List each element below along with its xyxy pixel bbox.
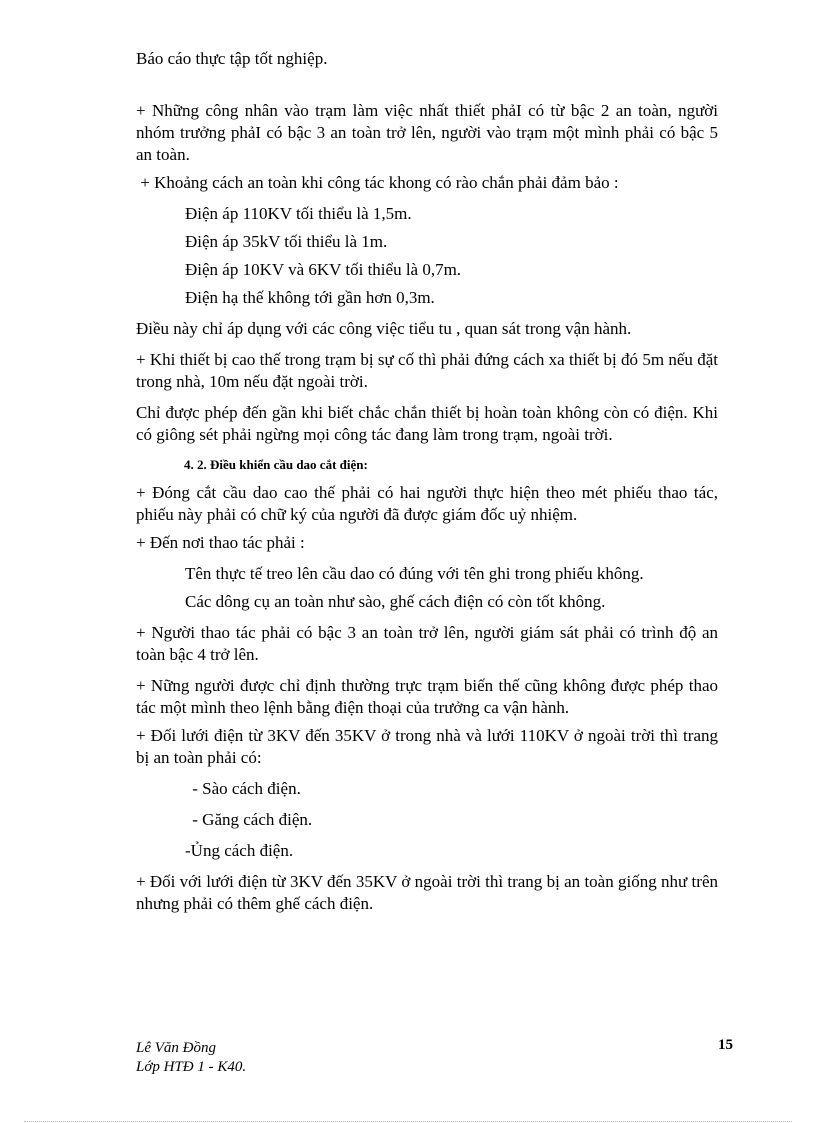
page-bottom-divider (24, 1121, 792, 1122)
paragraph-phone-order: + Nững người được chỉ định thường trực trạm biến thế cũng không được phép thao tác một mình theo lệnh bằng điện thoại của trưởng ca vận hành. (136, 676, 718, 717)
document-body (136, 100, 718, 915)
list-item-insulated-boots: -Ủng cách điện. (185, 841, 294, 860)
footer-author: Lê Văn Đồng (136, 1040, 216, 1056)
list-item-check-tools: Các dông cụ an toàn như sào, ghế cách điện có còn tốt không. (185, 592, 606, 611)
paragraph-at-operation-site: + Đến nơi thao tác phải : (136, 533, 305, 552)
list-item-distance-35kv: Điện áp 35kV tối thiểu là 1m. (185, 232, 388, 251)
list-item-insulated-pole: - Sào cách điện. (188, 779, 301, 798)
list-item-check-name: Tên thực tế treo lên cầu dao có đúng với tên ghi trong phiếu không. (185, 564, 644, 583)
paragraph-applies-to: Điều này chỉ áp dụng với các công việc tiểu tu , quan sát trong vận hành. (136, 319, 632, 338)
paragraph-outdoor-equipment: + Đối với lưới điện từ 3KV đến 35KV ở ngoài trời thì trang bị an toàn giống như trên nhưng phải có thêm ghế cách điện. (136, 872, 718, 913)
document-header-title: Báo cáo thực tập tốt nghiệp. (136, 49, 328, 68)
paragraph-safe-distance-intro: + Khoảng cách an toàn khi công tác khong có rào chắn phải đảm bảo : (136, 173, 619, 192)
list-item-distance-10kv: Điện áp 10KV và 6KV tối thiểu là 0,7m. (185, 260, 462, 279)
paragraph-operator-level: + Người thao tác phải có bậc 3 an toàn trở lên, người giám sát phải có trình độ an toàn bậc 4 trở lên. (136, 623, 718, 664)
footer-author-block (136, 1039, 246, 1077)
list-item-distance-low-voltage: Điện hạ thế không tới gần hơn 0,3m. (185, 288, 435, 307)
list-item-insulated-gloves: - Găng cách điện. (188, 810, 313, 829)
paragraph-equipment-required: + Đối lưới điện từ 3KV đến 35KV ở trong nhà và lưới 110KV ở ngoài trời thì trang bị an toàn phải có: (136, 726, 718, 767)
section-heading-4-2: 4. 2. Điều khiển cầu dao cắt điện: (184, 457, 368, 472)
footer-class: Lớp HTĐ 1 - K40. (136, 1059, 247, 1075)
page-number: 15 (718, 1037, 733, 1053)
list-item-distance-110kv: Điện áp 110KV tối thiểu là 1,5m. (185, 204, 412, 223)
paragraph-approach-condition: Chỉ được phép đến gần khi biết chắc chắn thiết bị hoàn toàn không còn có điện. Khi có giông sét phải ngừng mọi công tác đang làm trong trạm, ngoài trời. (136, 403, 718, 444)
paragraph-fault-distance: + Khi thiết bị cao thế trong trạm bị sự cố thì phải đứng cách xa thiết bị đó 5m nếu đặt trong nhà, 10m nếu đặt ngoài trời. (136, 350, 718, 391)
paragraph-switching-two-people: + Đóng cắt cầu dao cao thế phải có hai người thực hiện theo mét phiếu thao tác, phiếu này phải có chữ ký của người đã được giám đốc uỷ nhiệm. (136, 483, 718, 524)
paragraph-worker-safety-levels: + Những công nhân vào trạm làm việc nhất thiết phảI có từ bậc 2 an toàn, người nhóm trưởng phảI có bậc 3 an toàn trở lên, người vào trạm một mình phải có bậc 5 an toàn. (136, 101, 718, 164)
